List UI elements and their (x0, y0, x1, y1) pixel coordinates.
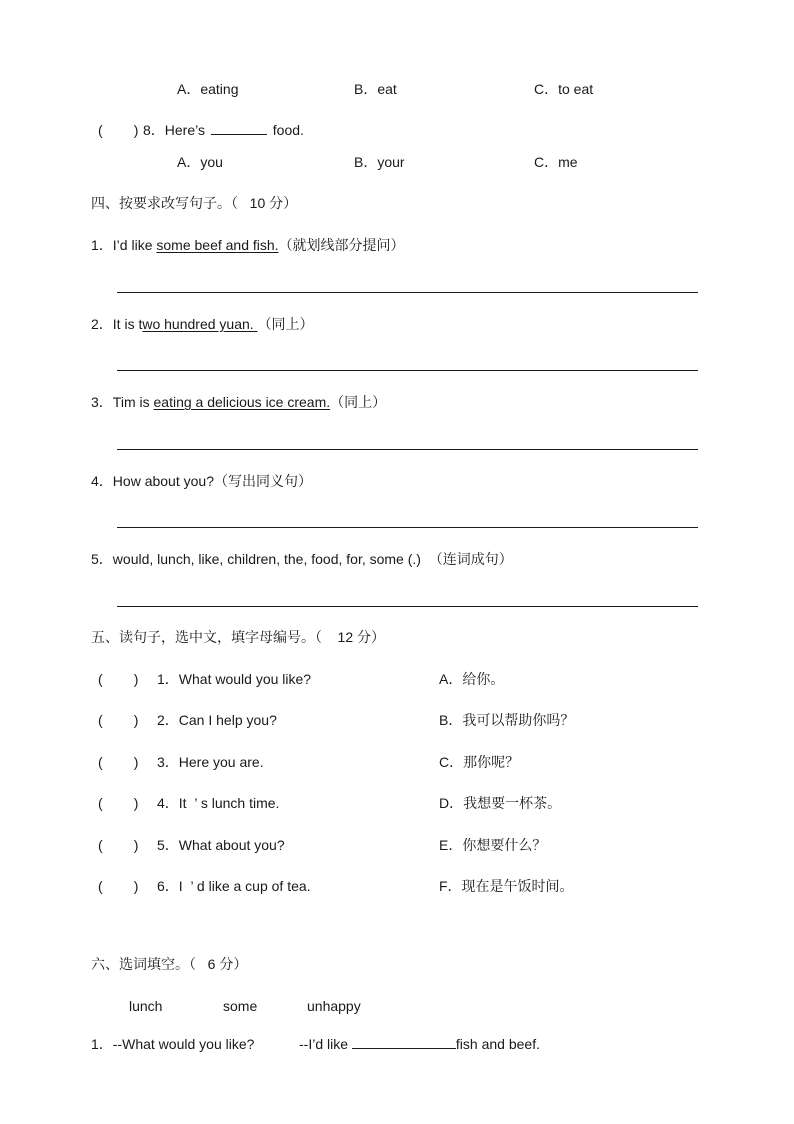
s5-sentence-4: 4．It ’ s lunch time. (157, 795, 280, 811)
word-bank-item: unhappy (307, 998, 361, 1014)
section4-heading: 四、按要求改写句子。（ 10 分） (91, 195, 298, 211)
s5-choice-d: D．我想要一杯茶。 (439, 795, 562, 811)
item-instruction: （同上） (330, 394, 387, 410)
q7-option-a: A．eating (177, 81, 239, 97)
s5-sentence-2: 2．Can I help you? (157, 712, 277, 728)
item-text: I’d like (112, 237, 157, 253)
item-text: Tim is (112, 394, 154, 410)
item-number: 4． (91, 473, 113, 489)
s5-choice-f: F．现在是午饭时间。 (439, 878, 574, 894)
q8-text-before: 8．Here’s (143, 122, 205, 138)
underlined-text: wo hundred yuan. (142, 316, 258, 332)
s4-item-2 (91, 316, 314, 332)
s5-sentence-6: 6．I ’ d like a cup of tea. (157, 878, 311, 894)
item-number: 1． (91, 1036, 113, 1052)
item-instruction: （就划线部分提问） (278, 237, 405, 253)
underlined-text: some beef and fish. (156, 237, 279, 253)
s4-item-1 (91, 237, 405, 253)
item-text: would, lunch, like, children, the, food, for, some (.) (112, 551, 421, 567)
underlined-text: eating a delicious ice cream. (153, 394, 331, 410)
s6-q1-answer (299, 1036, 540, 1052)
item-number: 3． (91, 394, 113, 410)
s4-answer-line-1[interactable] (117, 292, 698, 293)
s5-paren-3[interactable]: ( ) (98, 754, 139, 770)
word-bank-item: lunch (129, 998, 163, 1014)
s5-choice-a: A．给你。 (439, 671, 505, 687)
item-number: 2． (91, 316, 113, 332)
word-bank-item: some (223, 998, 258, 1014)
q8-text-after: food. (272, 122, 304, 138)
item-text: It is t (112, 316, 143, 332)
item-number: 1． (91, 237, 113, 253)
s5-choice-b: B．我可以帮助你吗？ (439, 712, 575, 728)
item-instruction: （写出同义句） (213, 473, 312, 489)
s6-q1-blank[interactable] (352, 1036, 456, 1049)
s5-choice-e: E．你想要什么？ (439, 837, 547, 853)
item-instruction: （连词成句） (420, 551, 513, 567)
q8-option-a: A．you (177, 154, 223, 170)
q8-question (143, 122, 304, 138)
s5-sentence-3: 3．Here you are. (157, 754, 264, 770)
q8-option-b: B．your (354, 154, 405, 170)
q7-option-c: C．to eat (534, 81, 594, 97)
q8-answer-paren[interactable]: ( ) (98, 122, 139, 138)
s4-answer-line-4[interactable] (117, 527, 698, 528)
s4-item-4 (91, 473, 312, 489)
s6-q1-answer-post: fish and beef. (455, 1036, 540, 1052)
item-number: 5． (91, 551, 113, 567)
s5-sentence-5: 5．What about you? (157, 837, 285, 853)
s5-paren-2[interactable]: ( ) (98, 712, 139, 728)
s5-paren-4[interactable]: ( ) (98, 795, 139, 811)
s6-q1-question: --What would you like? (112, 1036, 255, 1052)
s4-answer-line-5[interactable] (117, 606, 698, 607)
item-instruction: （同上） (257, 316, 314, 332)
section5-heading: 五、读句子，选中文，填字母编号。（ 12 分） (91, 629, 386, 645)
item-text: How about you? (112, 473, 214, 489)
q8-option-c: C．me (534, 154, 578, 170)
section6-heading: 六、选词填空。（ 6 分） (91, 956, 248, 972)
s6-q1-answer-pre: --I’d like (299, 1036, 349, 1052)
s4-item-3 (91, 394, 386, 410)
s5-sentence-1: 1．What would you like? (157, 671, 312, 687)
s5-choice-c: C．那你呢？ (439, 754, 520, 770)
q7-option-b: B．eat (354, 81, 397, 97)
q8-blank[interactable] (211, 122, 267, 135)
s4-answer-line-2[interactable] (117, 370, 698, 371)
s5-paren-5[interactable]: ( ) (98, 837, 139, 853)
s5-paren-6[interactable]: ( ) (98, 878, 139, 894)
s5-paren-1[interactable]: ( ) (98, 671, 139, 687)
s4-answer-line-3[interactable] (117, 449, 698, 450)
s4-item-5 (91, 551, 513, 567)
s6-q1 (91, 1036, 254, 1052)
